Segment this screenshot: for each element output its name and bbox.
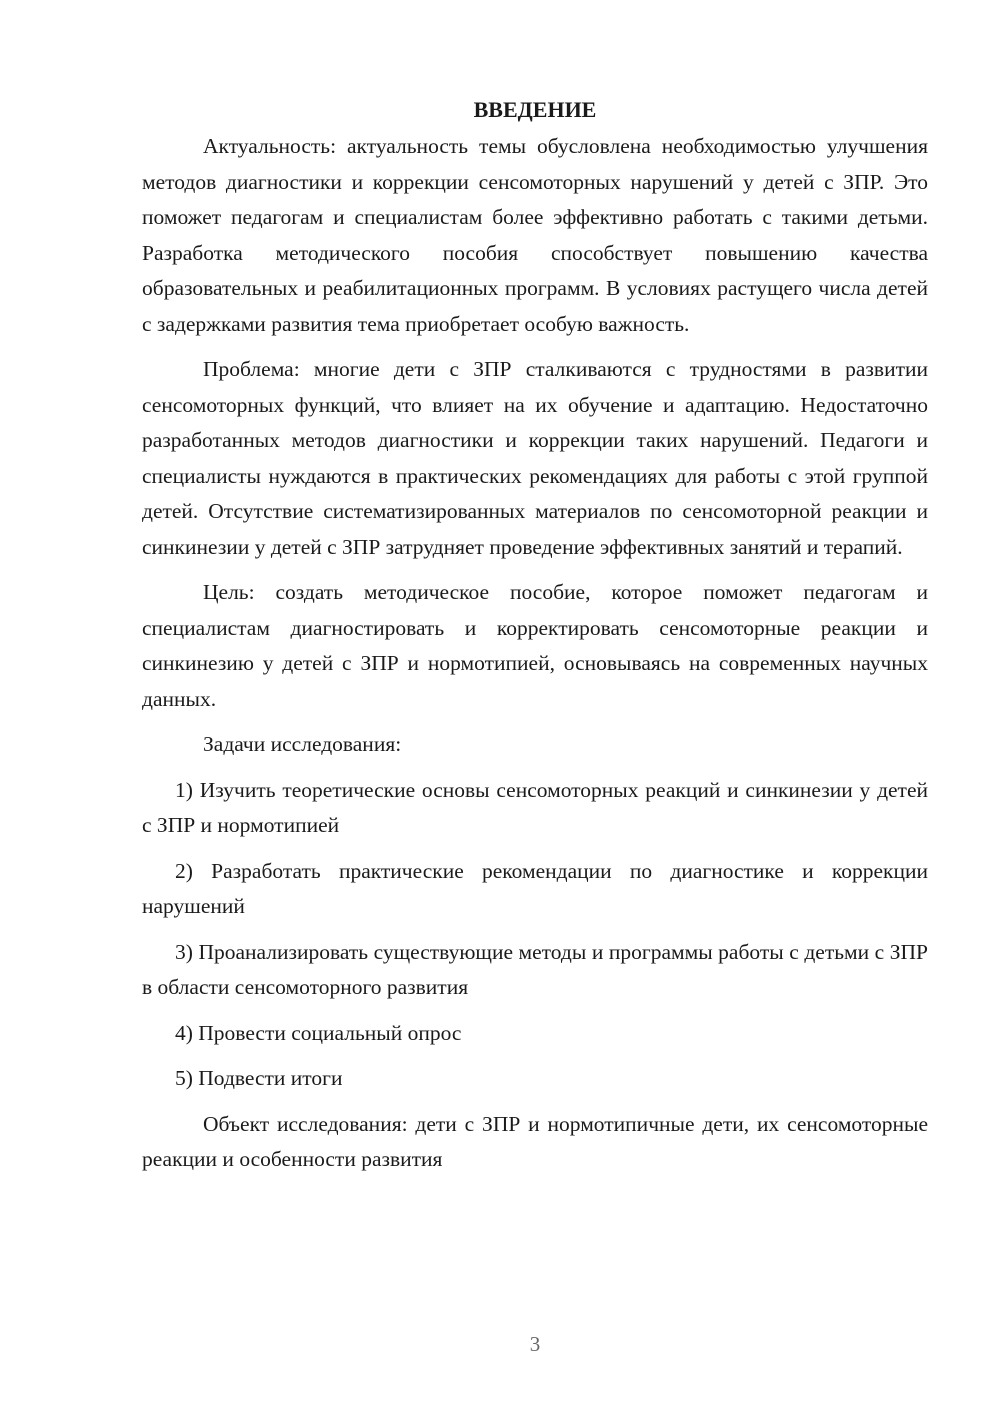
page-number: 3 (529, 1332, 541, 1356)
task-item-5: 5) Подвести итоги (175, 1066, 343, 1090)
paragraph-tasks-heading: Задачи исследования: (203, 732, 402, 756)
paragraph-problem: Проблема: многие дети с ЗПР сталкиваются с трудностями в развитии сенсомоторных функций, что влияет на их обучение и адаптацию. Недостаточно разработанных методов диагностики и коррекции таких нарушений. Педагоги и специалисты нуждаются в практических рекомендациях для работы с этой группой детей. Отсутствие систематизированных материалов по сенсомоторной реакции и синкинезии у детей с ЗПР затрудняет проведение эффективных занятий и терапий. (142, 357, 928, 559)
paragraph-object: Объект исследования: дети с ЗПР и нормотипичные дети, их сенсомоторные реакции и особенности развития (142, 1111, 928, 1171)
task-item-4: 4) Провести социальный опрос (175, 1020, 462, 1045)
section-title: ВВЕДЕНИЕ (473, 97, 597, 122)
task-item-3: 3) Проанализировать существующие методы и программы работы с детьми с ЗПР в области сенсомоторного развития (142, 939, 928, 999)
paragraph-relevance: Актуальность: актуальность темы обусловлена необходимостью улучшения методов диагностики и коррекции сенсомоторных нарушений у детей с ЗПР. Это поможет педагогам и специалистам более эффективно работать с такими детьми. Разработка методического пособия способствует повышению качества образовательных и реабилитационных программ. В условиях растущего числа детей с задержками развития тема приобретает особую важность. (142, 134, 928, 336)
task-item-2: 2) Разработать практические рекомендации по диагностике и коррекции нарушений (142, 858, 928, 918)
document-page (142, 92, 928, 1188)
paragraph-goal: Цель: создать методическое пособие, которое поможет педагогам и специалистам диагностировать и корректировать сенсомоторные реакции и синкинезию у детей с ЗПР и нормотипией, основываясь на современных научных данных. (142, 580, 928, 711)
task-item-1: 1) Изучить теоретические основы сенсомоторных реакций и синкинезии у детей с ЗПР и нормотипией (142, 777, 928, 837)
